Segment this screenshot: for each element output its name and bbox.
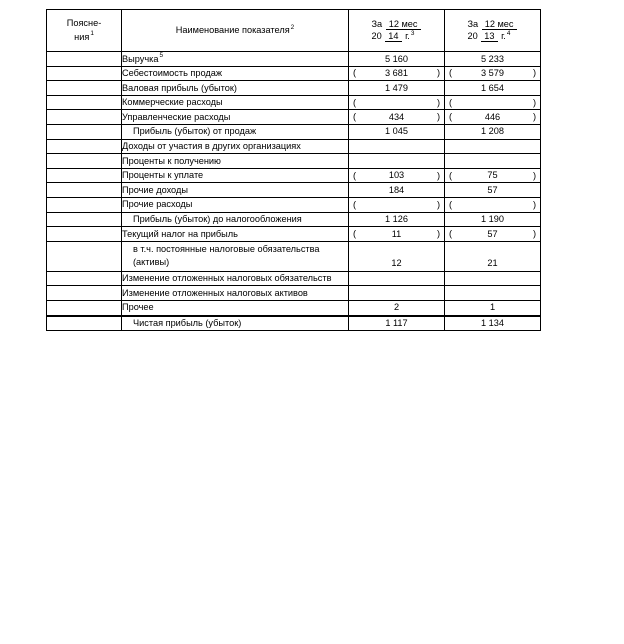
paren-open: ( <box>449 228 453 239</box>
cell-value-previous[interactable] <box>445 300 541 315</box>
value-text: 103 <box>388 170 405 181</box>
cell-value-previous[interactable] <box>445 95 541 110</box>
paren-open: ( <box>353 199 357 210</box>
table-row <box>47 52 541 67</box>
cell-indicator-label <box>122 183 349 198</box>
value-text: 1 <box>489 302 496 313</box>
indicator-label-text: Валовая прибыль (убыток) <box>122 82 237 93</box>
cell-note[interactable] <box>47 139 122 154</box>
paren-close: ) <box>532 111 536 122</box>
column-header-indicator-name <box>122 10 349 52</box>
cell-value-current[interactable] <box>349 241 445 271</box>
cell-note[interactable] <box>47 300 122 315</box>
cell-value-previous[interactable] <box>445 241 541 271</box>
cell-value-current[interactable] <box>349 316 445 331</box>
cell-value-current[interactable] <box>349 81 445 96</box>
value-text: 12 <box>391 258 402 269</box>
table-row <box>47 81 541 96</box>
paren-open: ( <box>353 68 357 79</box>
indicator-label-text: Прибыль (убыток) до налогообложения <box>133 214 302 225</box>
table-row <box>47 241 541 271</box>
cell-value-current[interactable] <box>349 139 445 154</box>
cell-note[interactable] <box>47 316 122 331</box>
cell-value-current[interactable] <box>349 110 445 125</box>
table-body <box>47 52 541 331</box>
paren-close: ) <box>436 68 440 79</box>
value-text: 1 654 <box>481 82 504 93</box>
paren-close: ) <box>436 97 440 108</box>
table-row <box>47 183 541 198</box>
indicator-label-text: Доходы от участия в других организациях <box>122 141 301 152</box>
cell-note[interactable] <box>47 124 122 139</box>
cell-note[interactable] <box>47 81 122 96</box>
table-row <box>47 139 541 154</box>
column-header-period-previous <box>445 10 541 52</box>
period-current-prefix: За <box>371 18 383 29</box>
paren-open: ( <box>449 97 453 108</box>
indicator-label-line1: в т.ч. постоянные налоговые обязательства <box>133 244 320 255</box>
cell-note[interactable] <box>47 95 122 110</box>
period-previous-century: 20 <box>467 31 478 41</box>
paren-close: ) <box>532 199 536 210</box>
value-text: 21 <box>487 258 498 269</box>
cell-value-current[interactable] <box>349 95 445 110</box>
cell-value-current[interactable] <box>349 66 445 81</box>
paren-close: ) <box>436 111 440 122</box>
table-row <box>47 227 541 242</box>
table-row <box>47 300 541 315</box>
column-header-period-current <box>349 10 445 52</box>
header-row <box>47 10 541 52</box>
cell-value-current[interactable] <box>349 52 445 67</box>
indicator-label-text: Изменение отложенных налоговых активов <box>122 287 308 298</box>
cell-value-current[interactable] <box>349 197 445 212</box>
table-row <box>47 124 541 139</box>
notes-header-line2: ния <box>74 31 90 42</box>
table-row <box>47 197 541 212</box>
cell-value-current[interactable] <box>349 212 445 227</box>
cell-indicator-label <box>122 110 349 125</box>
cell-value-previous[interactable] <box>445 66 541 81</box>
cell-value-previous[interactable] <box>445 124 541 139</box>
value-text: 3 579 <box>481 68 504 79</box>
paren-close: ) <box>532 68 536 79</box>
cell-note[interactable] <box>47 227 122 242</box>
period-previous-prefix: За <box>467 18 479 29</box>
paren-open: ( <box>353 170 357 181</box>
cell-note[interactable] <box>47 286 122 301</box>
cell-indicator-label <box>122 154 349 169</box>
value-text: 1 117 <box>385 318 408 328</box>
notes-header-superscript: 1 <box>90 30 94 38</box>
paren-open: ( <box>449 111 453 122</box>
cell-note[interactable] <box>47 154 122 169</box>
cell-note[interactable] <box>47 241 122 271</box>
cell-indicator-label <box>122 316 349 331</box>
cell-value-previous[interactable] <box>445 81 541 96</box>
value-text: 1 479 <box>385 82 408 93</box>
table-row <box>47 154 541 169</box>
value-text: 1 134 <box>481 318 504 328</box>
value-text: 5 233 <box>481 53 504 64</box>
table-row <box>47 212 541 227</box>
indicator-label-text: Текущий налог на прибыль <box>122 228 238 239</box>
value-text: 2 <box>393 302 400 313</box>
cell-indicator-label <box>122 241 349 271</box>
cell-indicator-label <box>122 168 349 183</box>
paren-open: ( <box>449 170 453 181</box>
value-text: 75 <box>487 170 498 181</box>
table-row <box>47 168 541 183</box>
cell-value-previous[interactable] <box>445 271 541 286</box>
indicator-label-superscript: 5 <box>159 52 164 60</box>
cell-note[interactable] <box>47 197 122 212</box>
cell-note[interactable] <box>47 168 122 183</box>
indicator-label-text: Себестоимость продаж <box>122 68 223 79</box>
cell-value-previous[interactable] <box>445 52 541 67</box>
value-text: 1 208 <box>481 126 504 137</box>
paren-close: ) <box>436 199 440 210</box>
cell-indicator-label <box>122 300 349 315</box>
value-text: 11 <box>391 228 402 239</box>
notes-header-line1: Поясне- <box>66 18 102 29</box>
paren-close: ) <box>436 170 440 181</box>
cell-note[interactable] <box>47 52 122 67</box>
value-text: 434 <box>388 111 405 122</box>
cell-indicator-label <box>122 52 349 67</box>
cell-indicator-label <box>122 227 349 242</box>
cell-value-previous[interactable] <box>445 286 541 301</box>
cell-indicator-label <box>122 95 349 110</box>
cell-value-current[interactable] <box>349 183 445 198</box>
paren-close: ) <box>532 228 536 239</box>
paren-open: ( <box>353 228 357 239</box>
cell-value-previous[interactable] <box>445 139 541 154</box>
indicator-label-text: Прибыль (убыток) от продаж <box>133 126 257 137</box>
paren-open: ( <box>353 111 357 122</box>
indicator-header-text: Наименование показателя <box>175 25 290 36</box>
cell-value-current[interactable] <box>349 227 445 242</box>
cell-indicator-label <box>122 197 349 212</box>
period-current-duration: 12 мес <box>386 19 421 30</box>
cell-indicator-label <box>122 139 349 154</box>
column-header-notes <box>47 10 122 52</box>
value-text: 1 045 <box>385 126 408 137</box>
cell-value-previous[interactable] <box>445 212 541 227</box>
value-text: 3 681 <box>385 68 408 79</box>
value-text: 1 126 <box>385 214 408 225</box>
indicator-label-line2: (активы) <box>133 257 170 268</box>
cell-indicator-label <box>122 81 349 96</box>
cell-value-previous[interactable] <box>445 316 541 331</box>
cell-indicator-label <box>122 286 349 301</box>
indicator-header-superscript: 2 <box>290 24 295 32</box>
cell-note[interactable] <box>47 66 122 81</box>
value-text: 57 <box>487 184 498 195</box>
indicator-label-text: Прочие доходы <box>122 184 188 195</box>
period-current-century: 20 <box>371 31 382 41</box>
table-row <box>47 316 541 331</box>
period-previous-year: 13 <box>481 31 497 42</box>
table-row <box>47 286 541 301</box>
financial-results-table <box>46 9 541 331</box>
indicator-label-text: Прочие расходы <box>122 199 193 210</box>
indicator-label-text: Прочее <box>122 302 154 313</box>
period-previous-duration: 12 мес <box>482 19 517 30</box>
indicator-label-text: Чистая прибыль (убыток) <box>133 318 242 328</box>
cell-note[interactable] <box>47 271 122 286</box>
table-row <box>47 95 541 110</box>
table-row <box>47 66 541 81</box>
indicator-label-text: Изменение отложенных налоговых обязательств <box>122 273 332 284</box>
cell-note[interactable] <box>47 183 122 198</box>
value-text: 57 <box>487 228 498 239</box>
paren-open: ( <box>449 68 453 79</box>
value-text: 446 <box>484 111 501 122</box>
paren-open: ( <box>353 97 357 108</box>
paren-close: ) <box>532 97 536 108</box>
period-current-superscript: 3 <box>410 29 415 37</box>
indicator-label-text: Коммерческие расходы <box>122 97 223 108</box>
cell-value-previous[interactable] <box>445 227 541 242</box>
paren-close: ) <box>532 170 536 181</box>
paren-open: ( <box>449 199 453 210</box>
cell-value-previous[interactable] <box>445 154 541 169</box>
cell-indicator-label <box>122 271 349 286</box>
table-header <box>47 10 541 52</box>
cell-value-previous[interactable] <box>445 183 541 198</box>
cell-value-previous[interactable] <box>445 110 541 125</box>
value-text: 5 160 <box>385 53 408 64</box>
period-current-suffix: г. <box>405 31 410 41</box>
cell-value-current[interactable] <box>349 271 445 286</box>
period-previous-suffix: г. <box>501 31 506 41</box>
cell-indicator-label <box>122 66 349 81</box>
value-text: 1 190 <box>481 214 504 225</box>
cell-value-previous[interactable] <box>445 197 541 212</box>
indicator-label-text: Выручка <box>122 53 159 64</box>
cell-value-current[interactable] <box>349 286 445 301</box>
cell-note[interactable] <box>47 212 122 227</box>
cell-note[interactable] <box>47 110 122 125</box>
value-text: 184 <box>388 184 405 195</box>
cell-value-current[interactable] <box>349 154 445 169</box>
cell-indicator-label <box>122 124 349 139</box>
cell-value-current[interactable] <box>349 300 445 315</box>
cell-indicator-label <box>122 212 349 227</box>
indicator-label-text: Проценты к уплате <box>122 170 204 181</box>
cell-value-current[interactable] <box>349 168 445 183</box>
period-current-year: 14 <box>385 31 401 42</box>
indicator-label-text: Управленческие расходы <box>122 111 231 122</box>
table-row <box>47 271 541 286</box>
cell-value-previous[interactable] <box>445 168 541 183</box>
cell-value-current[interactable] <box>349 124 445 139</box>
period-previous-superscript: 4 <box>506 29 511 37</box>
paren-close: ) <box>436 228 440 239</box>
table-row <box>47 110 541 125</box>
indicator-label-text: Проценты к получению <box>122 155 221 166</box>
